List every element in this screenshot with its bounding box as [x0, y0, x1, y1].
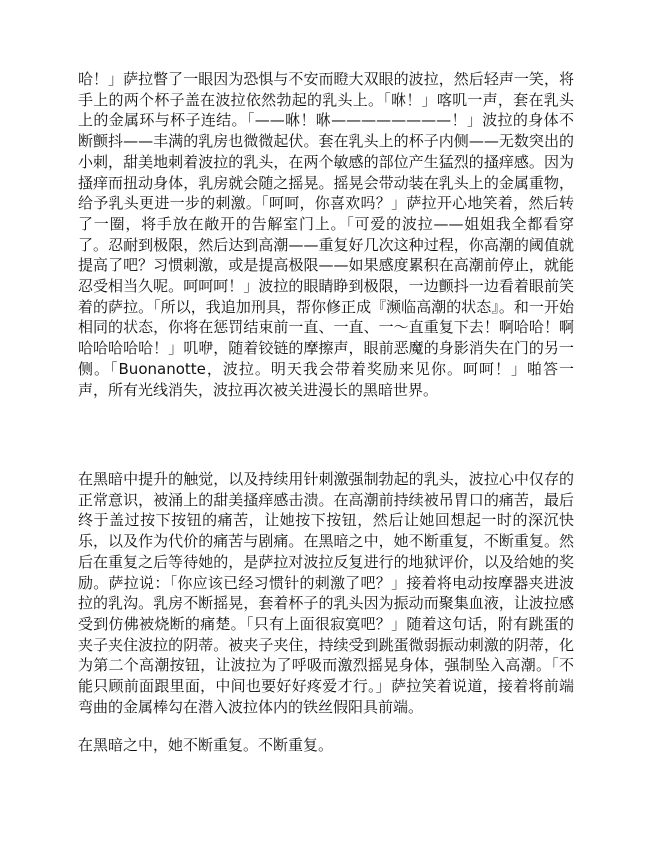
paragraph-2: 在黑暗中提升的触觉，以及持续用针刺激强制勃起的乳头，波拉心中仅存的正常意识，被涌上的甜美搔痒感击溃。在高潮前持续被吊胃口的痛苦，最后终于盖过按下按钮的痛苦，让她按下按钮，然后让她回想起一时的深沉快乐，以及作为代价的痛苦与剧痛。在黑暗之中，她不断重复，不断重复。然后在重复之后等待她的，是萨拉对波拉反复进行的地狱评价，以及给她的奖励。萨拉说：「你应该已经习惯针的刺激了吧？」接着将电动按摩器夹进波拉的乳沟。乳房不断摇晃，套着杯子的乳头因为振动而聚集血液，让波拉感受到仿佛被烧断的痛楚。「只有上面很寂寞吧？」随着这句话，附有跳蛋的夹子夹住波拉的阴蒂。被夹子夹住，持续受到跳蛋微弱振动刺激的阴蒂，化为第二个高潮按钮，让波拉为了呼吸而激烈摇晃身体，强制坠入高潮。「不能只顾前面跟里面，中间也要好好疼爱才行。」萨拉笑着说道，接着将前端弯曲的金属棒勾在潜入波拉体内的铁丝假阳具前端。: [78, 470, 574, 716]
paragraph-3: 在黑暗之中，她不断重复。不断重复。: [78, 736, 334, 754]
paragraph-1: 哈！」萨拉瞥了一眼因为恐惧与不安而瞪大双眼的波拉，然后轻声一笑，将手上的两个杯子盖在波拉依然勃起的乳头上。「咻！」喀叽一声，套在乳头上的金属环与杯子连结。「——咻！咻————————！」波拉的身体不断颤抖——丰满的乳房也微微起伏。套在乳头上的杯子内侧——无数突出的小刺，甜美地刺着波拉的乳头，在两个敏感的部位产生猛烈的搔痒感。因为搔痒而扭动身体，乳房就会随之摇晃。摇晃会带动装在乳头上的金属重物，给予乳头更进一步的刺激。「呵呵，你喜欢吗？」萨拉开心地笑着，然后转了一圈，将手放在敞开的告解室门上。「可爱的波拉——姐姐我全都看穿了。忍耐到极限，然后达到高潮——重复好几次这种过程，你高潮的阈值就提高了吧？习惯刺激，或是提高极限——如果感度累积在高潮前停止，就能忍受相当久呢。呵呵呵！」波拉的眼睛睁到极限，一边颤抖一边看着眼前笑着的萨拉。「所以，我追加刑具，帮你修正成『濒临高潮的状态』。和一开始相同的状态，你将在惩罚结束前一直、一直、一～直重复下去！啊哈哈！啊哈哈哈哈哈！」叽咿，随着铰链的摩擦声，眼前恶魔的身影消失在门的另一侧。「Buonanotte，波拉。明天我会带着奖励来见你。呵呵！」啪答一声，所有光线消失，波拉再次被关进漫长的黑暗世界。: [78, 70, 574, 399]
